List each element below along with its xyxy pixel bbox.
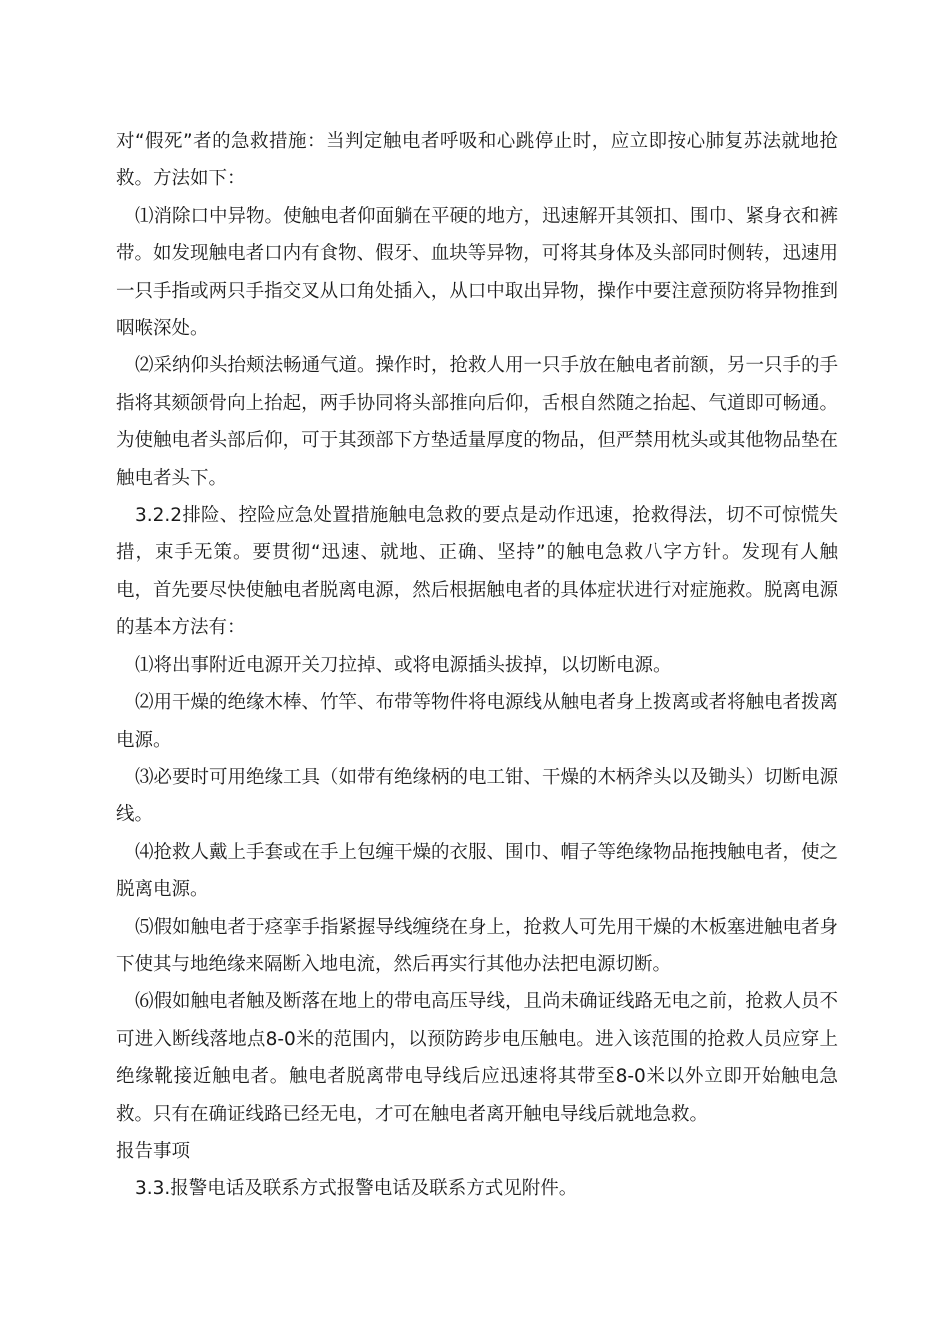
paragraph-method-5-wooden-board: ⑸假如触电者于痉挛手指紧握导线缠绕在身上，抢救人可先用干燥的木板塞进触电者身下使其与地绝缘来隔断入地电流，然后再实行其他办法把电源切断。 — [116, 916, 839, 975]
paragraph-method-4-gloves: ⑷抢救人戴上手套或在手上包缠干燥的衣服、围巾、帽子等绝缘物品拖拽触电者，使之脱离电源。 — [116, 841, 839, 901]
paragraph-method-3-cut-wire: ⑶必要时可用绝缘工具（如带有绝缘柄的电工钳、干燥的木柄斧头以及锄头）切断电源线。 — [116, 766, 839, 826]
paragraph-section-3-3-contacts: 3.3.报警电话及联系方式报警电话及联系方式见附件。 — [135, 1178, 578, 1200]
heading-report-items: 报告事项 — [116, 1140, 191, 1162]
paragraph-step-2-open-airway: ⑵采纳仰头抬颊法畅通气道。操作时，抢救人用一只手放在触电者前额，另一只手的手指将其颏颌骨向上抬起，两手协同将头部推向后仰，舌根自然随之抬起、气道即可畅通。为使触电者头部后仰，可于其颈部下方垫适量厚度的物品，但严禁用枕头或其他物品垫在触电者头下。 — [116, 355, 839, 489]
document-body — [116, 123, 838, 1208]
paragraph-method-2-insulated-stick: ⑵用干燥的绝缘木棒、竹竿、布带等物件将电源线从触电者身上拨离或者将触电者拨离电源。 — [116, 692, 839, 751]
paragraph-section-3-2-2: 3.2.2排险、控险应急处置措施触电急救的要点是动作迅速，抢救得法，切不可惊慌失措，束手无策。要贯彻“迅速、就地、正确、坚持”的触电急救八字方针。发现有人触电，首先要尽快使触电者脱离电源，然后根据触电者的具体症状进行对症施救。脱离电源的基本方法有： — [116, 505, 838, 639]
paragraph-method-1-switch-off: ⑴将出事附近电源开关刀拉掉、或将电源插头拔掉，以切断电源。 — [135, 654, 672, 676]
paragraph-method-6-high-voltage: ⑹假如触电者触及断落在地上的带电高压导线，且尚未确证线路无电之前，抢救人员不可进入断线落地点8-0米的范围内，以预防跨步电压触电。进入该范围的抢救人员应穿上绝缘靴接近触电者。触电者脱离带电导线后应迅速将其带至8-0米以外立即开始触电急救。只有在确证线路已经无电，才可在触电者离开触电导线后就地急救。 — [116, 991, 839, 1125]
paragraph-gasi-first-aid: 对“假死”者的急救措施：当判定触电者呼吸和心跳停止时，应立即按心肺复苏法就地抢救。方法如下： — [116, 131, 838, 190]
paragraph-step-1-clear-mouth: ⑴消除口中异物。使触电者仰面躺在平硬的地方，迅速解开其领扣、围巾、紧身衣和裤带。如发现触电者口内有食物、假牙、血块等异物，可将其身体及头部同时侧转，迅速用一只手指或两只手指交叉从口角处插入，从口中取出异物，操作中要注意预防将异物推到咽喉深处。 — [116, 205, 839, 340]
